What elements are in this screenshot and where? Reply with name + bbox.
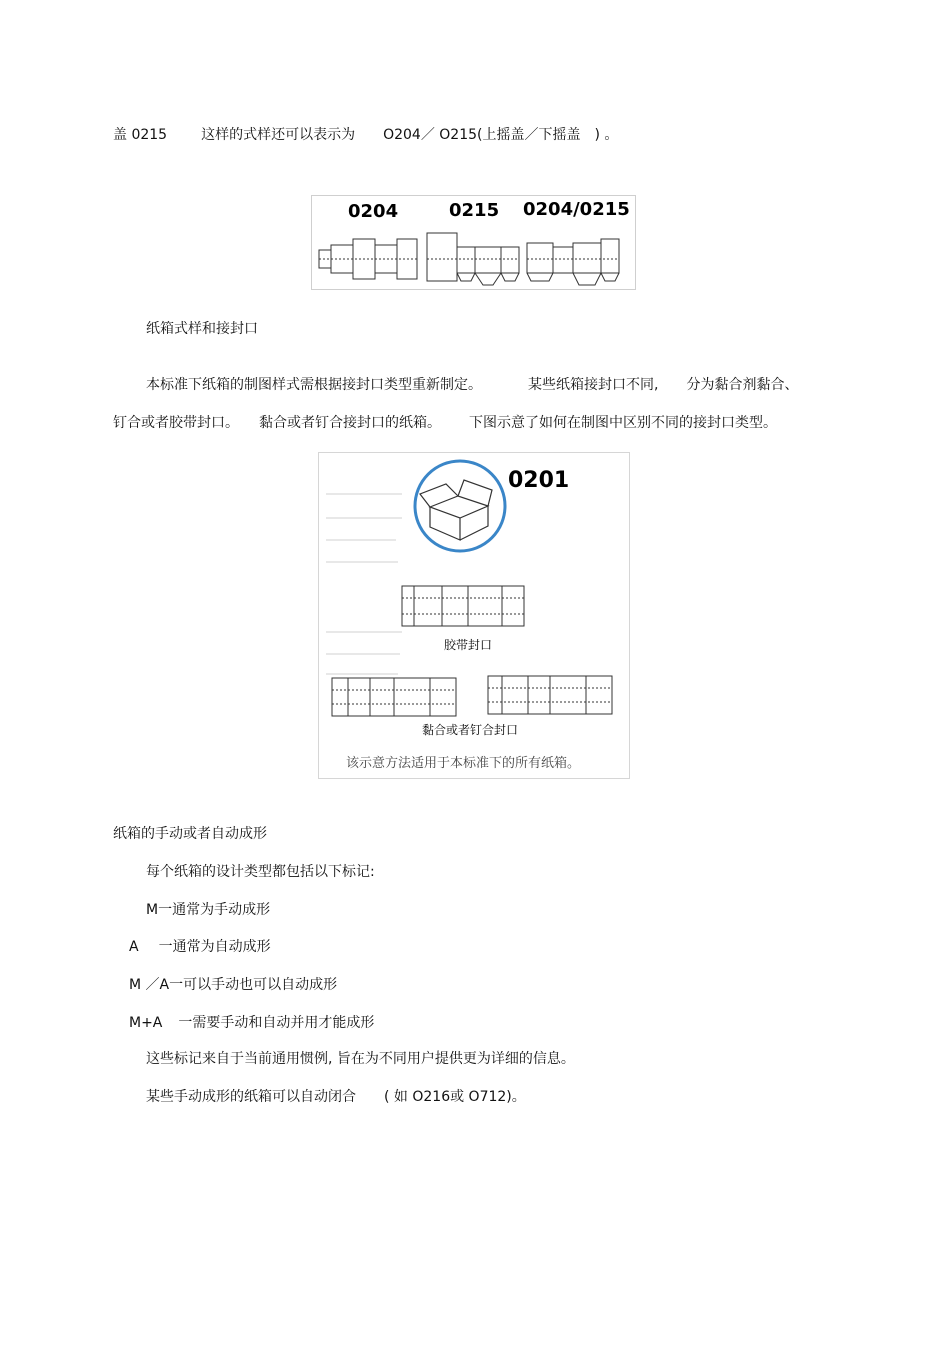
figure-box-styles [311,195,636,290]
para1-part1: 本标准下纸箱的制图样式需根据接封口类型重新制定。 [146,377,482,393]
list-item-m-plus-a [129,1014,374,1032]
para2-part1: 钉合或者胶带封口。 [113,415,239,431]
para2-part2: 黏合或者钉合接封口的纸箱。 [259,415,441,431]
para4 [146,1088,526,1106]
item-code: M [146,902,159,918]
para1-part3: 分为黏合剂黏合、 [686,377,799,393]
para2 [113,414,777,432]
top-line [113,126,618,144]
top-line-part1: 盖 0215 [113,127,168,143]
item-code: M ／A [129,977,170,993]
item-text: 一可以手动也可以自动成形 [169,977,338,993]
tape-label: 胶带封口 [444,638,493,652]
box-illustration [415,461,505,551]
item-text: 一通常为手动成形 [158,902,271,918]
figure-box-styles-svg [311,195,636,290]
para2-part3: 下图示意了如何在制图中区别不同的接封口类型。 [469,415,777,431]
top-line-part3: O204／ O215(上摇盖／下摇盖 [383,127,581,143]
figure1-label-0215: 0215 [449,200,500,221]
figure-closure-types [318,452,630,779]
list-item-m [146,901,270,919]
glue-label: 黏合或者钉合封口 [422,723,519,737]
item-code: M+A [129,1015,163,1031]
figure2-note: 该示意方法适用于本标准下的所有纸箱。 [346,756,581,771]
list-item-m-a [129,976,337,994]
para1 [146,376,798,394]
list-intro: 每个纸箱的设计类型都包括以下标记: [146,864,375,880]
figure1-label-0204-0215: 0204/0215 [523,199,630,220]
item-text: 一通常为自动成形 [158,939,271,955]
figure1-label-0204: 0204 [348,201,399,222]
top-line-part2: 这样的式样还可以表示为 [201,127,356,143]
figure2-code: 0201 [508,468,570,493]
para1-part2: 某些纸箱接封口不同, [528,377,659,393]
item-code: A [129,939,139,955]
figure-closure-types-svg [318,452,630,779]
top-line-part4: ) 。 [594,127,619,143]
item-text: 一需要手动和自动并用才能成形 [178,1015,375,1031]
section2-heading: 纸箱的手动或者自动成形 [113,826,267,842]
para3: 这些标记来自于当前通用惯例, 旨在为不同用户提供更为详细的信息。 [146,1051,575,1067]
list-item-a [129,938,271,956]
para4-part1: 某些手动成形的纸箱可以自动闭合 [146,1089,356,1105]
para4-part2: ( 如 O216或 O712)。 [384,1089,526,1105]
section1-heading: 纸箱式样和接封口 [146,321,258,337]
